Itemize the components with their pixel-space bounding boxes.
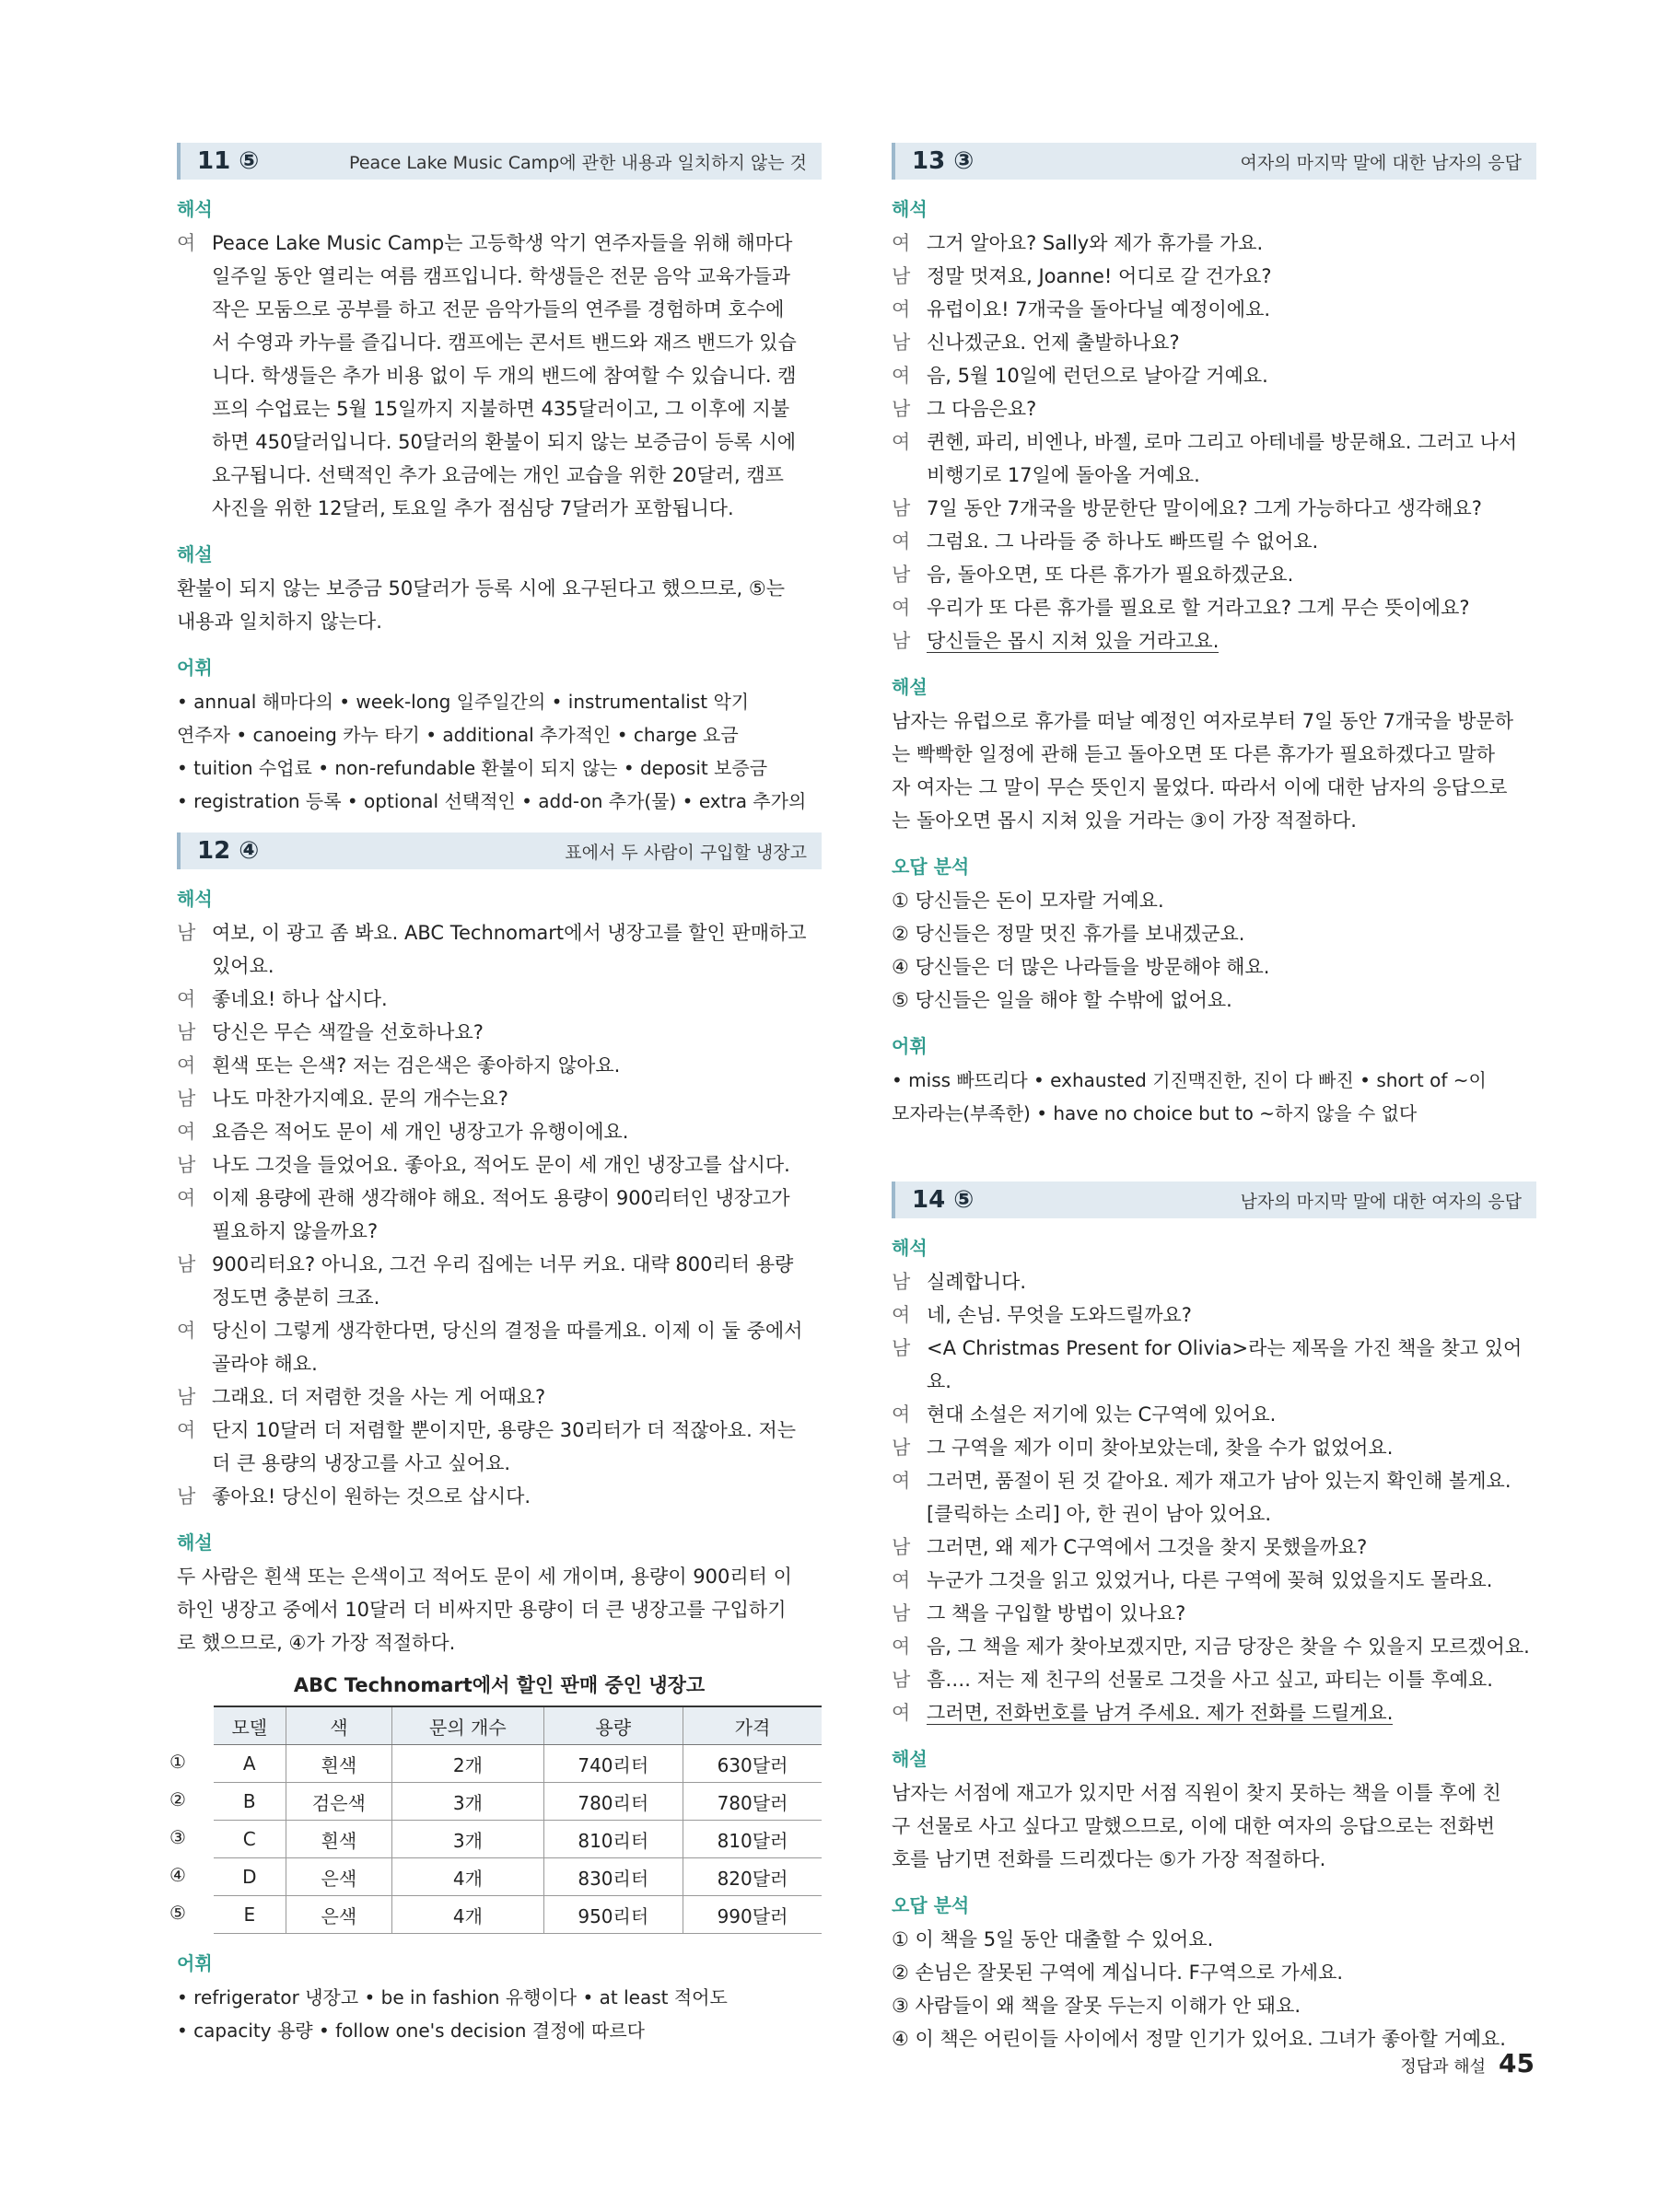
model-name: D bbox=[242, 1866, 257, 1888]
speaker-label: 남 bbox=[177, 1154, 196, 1176]
dialogue-line bbox=[892, 1298, 1536, 1332]
dialogue-text bbox=[927, 1564, 1536, 1597]
table-header-cell: 문의 개수 bbox=[392, 1706, 543, 1745]
dialogue-text bbox=[927, 260, 1536, 293]
speaker-label: 여 bbox=[892, 232, 911, 254]
dialogue-line bbox=[892, 227, 1536, 260]
dialogue-line bbox=[892, 558, 1536, 591]
table-cell: 740리터 bbox=[543, 1745, 683, 1783]
q12-vocab bbox=[177, 1981, 822, 2047]
dialogue-text-line: 당신들은 몹시 지쳐 있을 거라고요. bbox=[927, 630, 1220, 652]
dialogue-text bbox=[927, 1398, 1536, 1431]
speaker-label: 여 bbox=[892, 1636, 911, 1658]
explanation-line: 자 여자는 그 말이 무슨 뜻인지 물었다. 따라서 이에 대한 남자의 응답으로 bbox=[892, 776, 1508, 798]
dialogue-text-line: 흠…. 저는 제 친구의 선물로 그것을 사고 싶고, 파티는 이틀 후예요. bbox=[927, 1669, 1493, 1691]
vocab-line: • tuition 수업료 • non-refundable 환불이 되지 않는 • deposit 보증금 bbox=[177, 757, 768, 779]
dialogue-line bbox=[892, 1696, 1536, 1729]
dialogue-line bbox=[892, 1663, 1536, 1696]
footer-label: 정답과 해설 bbox=[1400, 2057, 1487, 2077]
option-marker: ⑤ bbox=[169, 1902, 186, 1924]
dialogue-line bbox=[892, 624, 1536, 658]
explanation-line: 남자는 유럽으로 휴가를 떠날 예정인 여자로부터 7일 동안 7개국을 방문하 bbox=[892, 710, 1514, 732]
speaker-label: 남 bbox=[177, 1485, 196, 1508]
speaker-label: 여 bbox=[177, 988, 196, 1010]
explanation-line: 구 선물로 사고 싶다고 말했으므로, 이에 대한 여자의 응답으로는 전화번 bbox=[892, 1815, 1496, 1837]
table-cell: 4개 bbox=[392, 1896, 543, 1934]
table-row bbox=[214, 1821, 822, 1858]
dialogue-text-line: 나도 마찬가지예요. 문의 개수는요? bbox=[212, 1088, 508, 1110]
dialogue-text bbox=[927, 1464, 1536, 1531]
dialogue-text bbox=[212, 1414, 822, 1480]
table-cell bbox=[169, 1745, 286, 1783]
dialogue-text bbox=[927, 359, 1536, 392]
explanation-line: 두 사람은 흰색 또는 은색이고 적어도 문이 세 개이며, 용량이 900리터 이 bbox=[177, 1566, 792, 1588]
monologue-line: 작은 모둠으로 공부를 하고 전문 음악가들의 연주를 경험하며 호수에 bbox=[212, 298, 785, 320]
q13-header bbox=[892, 143, 1536, 180]
dialogue-text-line: 우리가 또 다른 휴가를 필요로 할 거라고요? 그게 무슨 뜻이에요? bbox=[927, 597, 1470, 619]
q12-translation-label: 해석 bbox=[177, 888, 213, 910]
q11-explanation bbox=[177, 572, 822, 638]
monologue-line: 서 수영과 카누를 즐깁니다. 캠프에는 콘서트 밴드와 재즈 밴드가 있습 bbox=[212, 332, 797, 354]
speaker-label: 여 bbox=[892, 1470, 911, 1492]
dialogue-text bbox=[927, 392, 1536, 425]
dialogue-text bbox=[927, 1332, 1536, 1398]
speaker-label: 여 bbox=[177, 1054, 196, 1077]
dialogue-text bbox=[212, 983, 822, 1016]
vocab-line: • annual 해마다의 • week-long 일주일간의 • instrumentalist 악기 bbox=[177, 691, 750, 713]
dialogue-line bbox=[892, 260, 1536, 293]
dialogue-text-line: 그러면, 왜 제가 C구역에서 그것을 찾지 못했을까요? bbox=[927, 1536, 1368, 1558]
dialogue-line bbox=[177, 1414, 822, 1480]
q12-title: 표에서 두 사람이 구입할 냉장고 bbox=[565, 842, 807, 863]
table-cell: 780달러 bbox=[683, 1783, 822, 1821]
dialogue-text-line: 누군가 그것을 읽고 있었거나, 다른 구역에 꽂혀 있었을지도 몰라요. bbox=[927, 1569, 1493, 1591]
dialogue-text-line: 흰색 또는 은색? 저는 검은색은 좋아하지 않아요. bbox=[212, 1054, 621, 1077]
wrong-answer-line: ④ 이 책은 어린이들 사이에서 정말 인기가 있어요. 그녀가 좋아할 거예요. bbox=[892, 2028, 1506, 2050]
option-marker: ① bbox=[169, 1751, 186, 1773]
speaker-label: 남 bbox=[892, 630, 911, 652]
right-column bbox=[892, 143, 1536, 2055]
dialogue-text-line: 그거 알아요? Sally와 제가 휴가를 가요. bbox=[927, 232, 1264, 254]
table-header-cell: 모델 bbox=[214, 1706, 286, 1745]
q11-translation-label: 해석 bbox=[177, 198, 213, 220]
dialogue-text-line: 좋네요! 하나 삽시다. bbox=[212, 988, 388, 1010]
monologue-line: 하면 450달러입니다. 50달러의 환불이 되지 않는 보증금이 등록 시에 bbox=[212, 431, 797, 453]
dialogue-text-line: 필요하지 않을까요? bbox=[212, 1220, 379, 1242]
dialogue-text bbox=[212, 1480, 822, 1513]
dialogue-text-line: 여보, 이 광고 좀 봐요. ABC Technomart에서 냉장고를 할인 판매하고 bbox=[212, 922, 807, 944]
dialogue-text bbox=[212, 1082, 822, 1115]
table-cell bbox=[169, 1821, 286, 1858]
speaker-label: 남 bbox=[892, 1337, 911, 1359]
page-footer bbox=[1400, 2048, 1535, 2078]
q11-number: 11 ⑤ bbox=[197, 147, 260, 175]
speaker-label: 남 bbox=[892, 265, 911, 287]
table-header-row bbox=[214, 1706, 822, 1745]
q14-header bbox=[892, 1182, 1536, 1218]
speaker-label: 남 bbox=[892, 398, 911, 420]
q13-dialogue bbox=[892, 227, 1536, 658]
table-cell: 810달러 bbox=[683, 1821, 822, 1858]
dialogue-text bbox=[212, 1314, 822, 1380]
dialogue-line bbox=[177, 1115, 822, 1148]
dialogue-text bbox=[927, 492, 1536, 525]
dialogue-text bbox=[927, 1298, 1536, 1332]
table-cell bbox=[169, 1896, 286, 1934]
q14-explanation bbox=[892, 1776, 1536, 1876]
q13-translation-label: 해석 bbox=[892, 198, 928, 220]
table-cell: 950리터 bbox=[543, 1896, 683, 1934]
dialogue-text-line: 좋아요! 당신이 원하는 것으로 삽시다. bbox=[212, 1485, 531, 1508]
q14-number: 14 ⑤ bbox=[912, 1186, 975, 1214]
speaker-label: 남 bbox=[177, 922, 196, 944]
speaker-label: 여 bbox=[177, 1187, 196, 1209]
dialogue-line bbox=[892, 392, 1536, 425]
dialogue-line bbox=[177, 1049, 822, 1082]
q12-dialogue bbox=[177, 916, 822, 1513]
table-cell: 830리터 bbox=[543, 1858, 683, 1896]
q14-wrong-label: 오답 분석 bbox=[892, 1894, 970, 1916]
wrong-answer-line: ④ 당신들은 더 많은 나라들을 방문해야 해요. bbox=[892, 956, 1270, 978]
dialogue-text bbox=[927, 293, 1536, 326]
dialogue-text-line: [클릭하는 소리] 아, 한 권이 남아 있어요. bbox=[927, 1503, 1272, 1525]
dialogue-line bbox=[177, 1148, 822, 1182]
dialogue-line bbox=[177, 916, 822, 983]
q13-wrong-label: 오답 분석 bbox=[892, 856, 970, 878]
speaker-label: 남 bbox=[177, 1021, 196, 1043]
wrong-answer-line: ① 이 책을 5일 동안 대출할 수 있어요. bbox=[892, 1928, 1214, 1950]
dialogue-text-line: 더 큰 용량의 냉장고를 사고 싶어요. bbox=[212, 1452, 511, 1474]
q12-number: 12 ④ bbox=[197, 837, 260, 865]
monologue-text bbox=[212, 227, 822, 525]
speaker-label: 여 bbox=[892, 597, 911, 619]
dialogue-line bbox=[892, 1630, 1536, 1663]
dialogue-text-line: 그래요. 더 저렴한 것을 사는 게 어때요? bbox=[212, 1386, 546, 1408]
wrong-answer-line: ③ 사람들이 왜 책을 잘못 두는지 이해가 안 돼요. bbox=[892, 1995, 1301, 2017]
q12-explanation bbox=[177, 1560, 822, 1659]
dialogue-line bbox=[892, 1332, 1536, 1398]
dialogue-line bbox=[177, 1016, 822, 1049]
vocab-line: 모자라는(부족한) • have no choice but to ~하지 않을 수 없다 bbox=[892, 1102, 1418, 1124]
vocab-line: • miss 빠뜨리다 • exhausted 기진맥진한, 진이 다 빠진 • short of ~이 bbox=[892, 1069, 1487, 1091]
speaker-label: 남 bbox=[177, 1253, 196, 1275]
monologue-line: Peace Lake Music Camp는 고등학생 악기 연주자들을 위해 해마다 bbox=[212, 232, 793, 254]
table-cell: 3개 bbox=[392, 1821, 543, 1858]
table-cell: 은색 bbox=[286, 1896, 392, 1934]
model-name: E bbox=[243, 1903, 256, 1926]
q12-header bbox=[177, 832, 822, 869]
table-title: ABC Technomart에서 할인 판매 중인 냉장고 bbox=[293, 1674, 706, 1696]
speaker-label: 남 bbox=[892, 497, 911, 519]
dialogue-text-line: 유럽이요! 7개국을 돌아다닐 예정이에요. bbox=[927, 298, 1271, 320]
q11-header bbox=[177, 143, 822, 180]
table-cell bbox=[169, 1783, 286, 1821]
speaker-label: 여 bbox=[892, 431, 911, 453]
table-cell bbox=[169, 1858, 286, 1896]
q13-vocab-label: 어휘 bbox=[892, 1035, 928, 1057]
dialogue-line bbox=[892, 359, 1536, 392]
wrong-answer-line: ② 당신들은 정말 멋진 휴가를 보내겠군요. bbox=[892, 923, 1245, 945]
left-column bbox=[169, 143, 822, 2047]
monologue-line: 니다. 학생들은 추가 비용 없이 두 개의 밴드에 참여할 수 있습니다. 캠 bbox=[212, 365, 797, 387]
q11-monologue bbox=[177, 227, 822, 525]
explanation-line: 하인 냉장고 중에서 10달러 더 비싸지만 용량이 더 큰 냉장고를 구입하기 bbox=[177, 1599, 787, 1621]
dialogue-text-line: 정말 멋져요, Joanne! 어디로 갈 건가요? bbox=[927, 265, 1272, 287]
dialogue-text bbox=[927, 525, 1536, 558]
dialogue-text bbox=[927, 326, 1536, 359]
dialogue-text-line: 당신이 그렇게 생각한다면, 당신의 결정을 따를게요. 이제 이 둘 중에서 bbox=[212, 1320, 803, 1342]
speaker-label: 남 bbox=[892, 564, 911, 586]
dialogue-text-line: 신나겠군요. 언제 출발하나요? bbox=[927, 332, 1180, 354]
table-cell: 990달러 bbox=[683, 1896, 822, 1934]
q14-dialogue bbox=[892, 1265, 1536, 1729]
table-row bbox=[214, 1745, 822, 1783]
dialogue-line bbox=[892, 1431, 1536, 1464]
dialogue-line bbox=[892, 525, 1536, 558]
dialogue-line bbox=[892, 1597, 1536, 1630]
dialogue-text bbox=[212, 1148, 822, 1182]
dialogue-text bbox=[927, 624, 1536, 658]
dialogue-text-line: <A Christmas Present for Olivia>라는 제목을 가진 책을 찾고 있어요. bbox=[927, 1337, 1523, 1392]
model-name: B bbox=[242, 1790, 256, 1812]
dialogue-line bbox=[892, 1464, 1536, 1531]
page-number: 45 bbox=[1499, 2048, 1535, 2078]
wrong-answer-line: ① 당신들은 돈이 모자랄 거예요. bbox=[892, 890, 1164, 912]
dialogue-text-line: 7일 동안 7개국을 방문한단 말이에요? 그게 가능하다고 생각해요? bbox=[927, 497, 1482, 519]
dialogue-text bbox=[927, 558, 1536, 591]
table-cell: 780리터 bbox=[543, 1783, 683, 1821]
dialogue-text-line: 단지 10달러 더 저렴할 뿐이지만, 용량은 30리터가 더 적잖아요. 저는 bbox=[212, 1419, 797, 1441]
q13-explanation-label: 해설 bbox=[892, 676, 928, 698]
table-cell: 은색 bbox=[286, 1858, 392, 1896]
model-name: A bbox=[242, 1752, 256, 1775]
wrong-answer-line: ⑤ 당신들은 일을 해야 할 수밖에 없어요. bbox=[892, 989, 1232, 1011]
table-cell: 810리터 bbox=[543, 1821, 683, 1858]
speaker-label: 남 bbox=[892, 1271, 911, 1293]
table-cell: 4개 bbox=[392, 1858, 543, 1896]
table-header-cell: 색 bbox=[286, 1706, 392, 1745]
dialogue-text-line: 당신은 무슨 색깔을 선호하나요? bbox=[212, 1021, 484, 1043]
speaker-label: 여 bbox=[892, 530, 911, 553]
dialogue-text-line: 그 책을 구입할 방법이 있나요? bbox=[927, 1602, 1186, 1624]
q11-title: Peace Lake Music Camp에 관한 내용과 일치하지 않는 것 bbox=[349, 152, 807, 173]
vocab-line: 연주자 • canoeing 카누 타기 • additional 추가적인 • charge 요금 bbox=[177, 724, 739, 746]
monologue-line: 일주일 동안 열리는 여름 캠프입니다. 학생들은 전문 음악 교육가들과 bbox=[212, 265, 791, 287]
dialogue-text bbox=[927, 227, 1536, 260]
speaker-label: 남 bbox=[892, 1536, 911, 1558]
q13-number: 13 ③ bbox=[912, 147, 975, 175]
speaker-label: 여 bbox=[892, 1304, 911, 1326]
table-row bbox=[214, 1858, 822, 1896]
dialogue-text bbox=[212, 1380, 822, 1414]
option-marker: ③ bbox=[169, 1826, 186, 1848]
dialogue-text bbox=[927, 1431, 1536, 1464]
dialogue-text-line: 그 다음은요? bbox=[927, 398, 1037, 420]
dialogue-text-line: 정도면 충분히 크죠. bbox=[212, 1286, 380, 1309]
dialogue-line bbox=[177, 983, 822, 1016]
dialogue-text-line: 실례합니다. bbox=[927, 1271, 1027, 1293]
dialogue-text-line: 현대 소설은 저기에 있는 C구역에 있어요. bbox=[927, 1403, 1277, 1426]
dialogue-text-line: 요즘은 적어도 문이 세 개인 냉장고가 유행이에요. bbox=[212, 1121, 629, 1143]
speaker-label: 남 bbox=[892, 332, 911, 354]
vocab-line: • capacity 용량 • follow one's decision 결정에 따르다 bbox=[177, 2020, 646, 2042]
dialogue-line bbox=[892, 1265, 1536, 1298]
dialogue-line bbox=[892, 1564, 1536, 1597]
q14-title: 남자의 마지막 말에 대한 여자의 응답 bbox=[1240, 1191, 1522, 1212]
dialogue-line bbox=[892, 591, 1536, 624]
dialogue-text bbox=[212, 1016, 822, 1049]
dialogue-line bbox=[177, 1480, 822, 1513]
q11-vocab bbox=[177, 685, 822, 818]
dialogue-line bbox=[892, 425, 1536, 492]
table-cell: 검은색 bbox=[286, 1783, 392, 1821]
speaker-label: 남 bbox=[892, 1669, 911, 1691]
dialogue-text-line: 이제 용량에 관해 생각해야 해요. 적어도 용량이 900리터인 냉장고가 bbox=[212, 1187, 790, 1209]
dialogue-line bbox=[892, 326, 1536, 359]
dialogue-text bbox=[212, 916, 822, 983]
speaker-label: 여 bbox=[177, 1121, 196, 1143]
dialogue-line bbox=[177, 1248, 822, 1314]
dialogue-text-line: 퀸헨, 파리, 비엔나, 바젤, 로마 그리고 아테네를 방문해요. 그러고 나서 bbox=[927, 431, 1518, 453]
q13-vocab bbox=[892, 1064, 1536, 1130]
q13-wrong-analysis bbox=[892, 884, 1536, 1017]
dialogue-text-line: 음, 그 책을 제가 찾아보겠지만, 지금 당장은 찾을 수 있을지 모르겠어요. bbox=[927, 1636, 1530, 1658]
table-header-cell: 가격 bbox=[683, 1706, 822, 1745]
table-cell: 2개 bbox=[392, 1745, 543, 1783]
dialogue-text bbox=[212, 1115, 822, 1148]
explanation-line: 는 돌아오면 몹시 지쳐 있을 거라는 ③이 가장 적절하다. bbox=[892, 809, 1357, 832]
dialogue-line bbox=[177, 1314, 822, 1380]
speaker-label: 남 bbox=[177, 1088, 196, 1110]
table-cell: 820달러 bbox=[683, 1858, 822, 1896]
vocab-line: • registration 등록 • optional 선택적인 • add-on 추가(물) • extra 추가의 bbox=[177, 790, 807, 812]
dialogue-text bbox=[927, 1630, 1536, 1663]
speaker-label: 남 bbox=[892, 1602, 911, 1624]
speaker-label: 남 bbox=[177, 1386, 196, 1408]
q11-explanation-label: 해설 bbox=[177, 543, 213, 565]
dialogue-line bbox=[892, 1398, 1536, 1431]
explanation-line: 남자는 서점에 재고가 있지만 서점 직원이 찾지 못하는 책을 이틀 후에 친 bbox=[892, 1782, 1501, 1804]
dialogue-text bbox=[927, 591, 1536, 624]
dialogue-text-line: 골라야 해요. bbox=[212, 1353, 318, 1375]
dialogue-line bbox=[177, 1082, 822, 1115]
dialogue-text-line: 있어요. bbox=[212, 955, 274, 977]
speaker-label: 남 bbox=[892, 1437, 911, 1459]
monologue-line: 사진을 위한 12달러, 토요일 추가 점심당 7달러가 포함됩니다. bbox=[212, 497, 734, 519]
dialogue-line bbox=[177, 1380, 822, 1414]
dialogue-text-line: 음, 돌아오면, 또 다른 휴가가 필요하겠군요. bbox=[927, 564, 1294, 586]
table-cell: 흰색 bbox=[286, 1745, 392, 1783]
q14-wrong-analysis bbox=[892, 1923, 1536, 2055]
speaker-label: 여 bbox=[892, 1569, 911, 1591]
dialogue-line bbox=[892, 492, 1536, 525]
q14-explanation-label: 해설 bbox=[892, 1748, 928, 1770]
dialogue-text-line: 그 구역을 제가 이미 찾아보았는데, 찾을 수가 없었어요. bbox=[927, 1437, 1394, 1459]
speaker-label: 여 bbox=[892, 1702, 911, 1724]
q12-vocab-label: 어휘 bbox=[177, 1952, 213, 1974]
monologue-line: 프의 수업료는 5월 15일까지 지불하면 435달러이고, 그 이후에 지불 bbox=[212, 398, 790, 420]
dialogue-line bbox=[892, 293, 1536, 326]
dialogue-text bbox=[212, 1248, 822, 1314]
option-marker: ② bbox=[169, 1788, 186, 1810]
speaker-label: 여 bbox=[892, 365, 911, 387]
model-name: C bbox=[242, 1828, 256, 1850]
dialogue-text-line: 비행기로 17일에 돌아올 거예요. bbox=[927, 464, 1200, 486]
dialogue-text bbox=[927, 1663, 1536, 1696]
dialogue-text bbox=[927, 1531, 1536, 1564]
q12-explanation-label: 해설 bbox=[177, 1531, 213, 1554]
dialogue-text-line: 음, 5월 10일에 런던으로 날아갈 거예요. bbox=[927, 365, 1268, 387]
dialogue-text bbox=[927, 425, 1536, 492]
monologue-line: 요구됩니다. 선택적인 추가 요금에는 개인 교습을 위한 20달러, 캠프 bbox=[212, 464, 784, 486]
explanation-line: 로 했으므로, ④가 가장 적절하다. bbox=[177, 1632, 456, 1654]
q13-explanation bbox=[892, 704, 1536, 837]
dialogue-text-line: 그럼요. 그 나라들 중 하나도 빠뜨릴 수 없어요. bbox=[927, 530, 1319, 553]
dialogue-text bbox=[212, 1182, 822, 1248]
table-header-cell: 용량 bbox=[543, 1706, 683, 1745]
dialogue-text-line: 나도 그것을 들었어요. 좋아요, 적어도 문이 세 개인 냉장고를 삽시다. bbox=[212, 1154, 790, 1176]
speaker-label: 여 bbox=[177, 1419, 196, 1441]
explanation-line: 는 빡빡한 일정에 관해 듣고 돌아오면 또 다른 휴가가 필요하겠다고 말하 bbox=[892, 743, 1496, 765]
dialogue-text-line: 그러면, 품절이 된 것 같아요. 제가 재고가 남아 있는지 확인해 볼게요. bbox=[927, 1470, 1511, 1492]
q11-vocab-label: 어휘 bbox=[177, 657, 213, 679]
dialogue-text bbox=[212, 1049, 822, 1082]
table-cell: 흰색 bbox=[286, 1821, 392, 1858]
speaker-label: 여 bbox=[892, 298, 911, 320]
wrong-answer-line: ② 손님은 잘못된 구역에 계십니다. F구역으로 가세요. bbox=[892, 1962, 1344, 1984]
refrigerator-table bbox=[169, 1706, 822, 1934]
dialogue-text bbox=[927, 1265, 1536, 1298]
q13-title: 여자의 마지막 말에 대한 남자의 응답 bbox=[1240, 152, 1522, 173]
speaker-label: 여 bbox=[177, 232, 196, 254]
vocab-line: • refrigerator 냉장고 • be in fashion 유행이다 • at least 적어도 bbox=[177, 1986, 728, 2008]
table-row bbox=[214, 1896, 822, 1934]
dialogue-text-line: 그러면, 전화번호를 남겨 주세요. 제가 전화를 드릴게요. bbox=[927, 1702, 1394, 1724]
dialogue-text bbox=[927, 1597, 1536, 1630]
explanation-line: 내용과 일치하지 않는다. bbox=[177, 611, 382, 633]
dialogue-line bbox=[892, 1531, 1536, 1564]
explanation-line: 환불이 되지 않는 보증금 50달러가 등록 시에 요구된다고 했으므로, ⑤는 bbox=[177, 577, 786, 600]
explanation-line: 호를 남기면 전화를 드리겠다는 ⑤가 가장 적절하다. bbox=[892, 1848, 1326, 1870]
table-cell: 630달러 bbox=[683, 1745, 822, 1783]
speaker-label: 여 bbox=[177, 1320, 196, 1342]
dialogue-text-line: 네, 손님. 무엇을 도와드릴까요? bbox=[927, 1304, 1192, 1326]
option-marker: ④ bbox=[169, 1864, 186, 1886]
q14-translation-label: 해석 bbox=[892, 1237, 928, 1259]
speaker-label: 여 bbox=[892, 1403, 911, 1426]
table-cell: 3개 bbox=[392, 1783, 543, 1821]
dialogue-text bbox=[927, 1696, 1536, 1729]
dialogue-line bbox=[177, 1182, 822, 1248]
dialogue-text-line: 900리터요? 아니요, 그건 우리 집에는 너무 커요. 대략 800리터 용량 bbox=[212, 1253, 794, 1275]
table-row bbox=[214, 1783, 822, 1821]
